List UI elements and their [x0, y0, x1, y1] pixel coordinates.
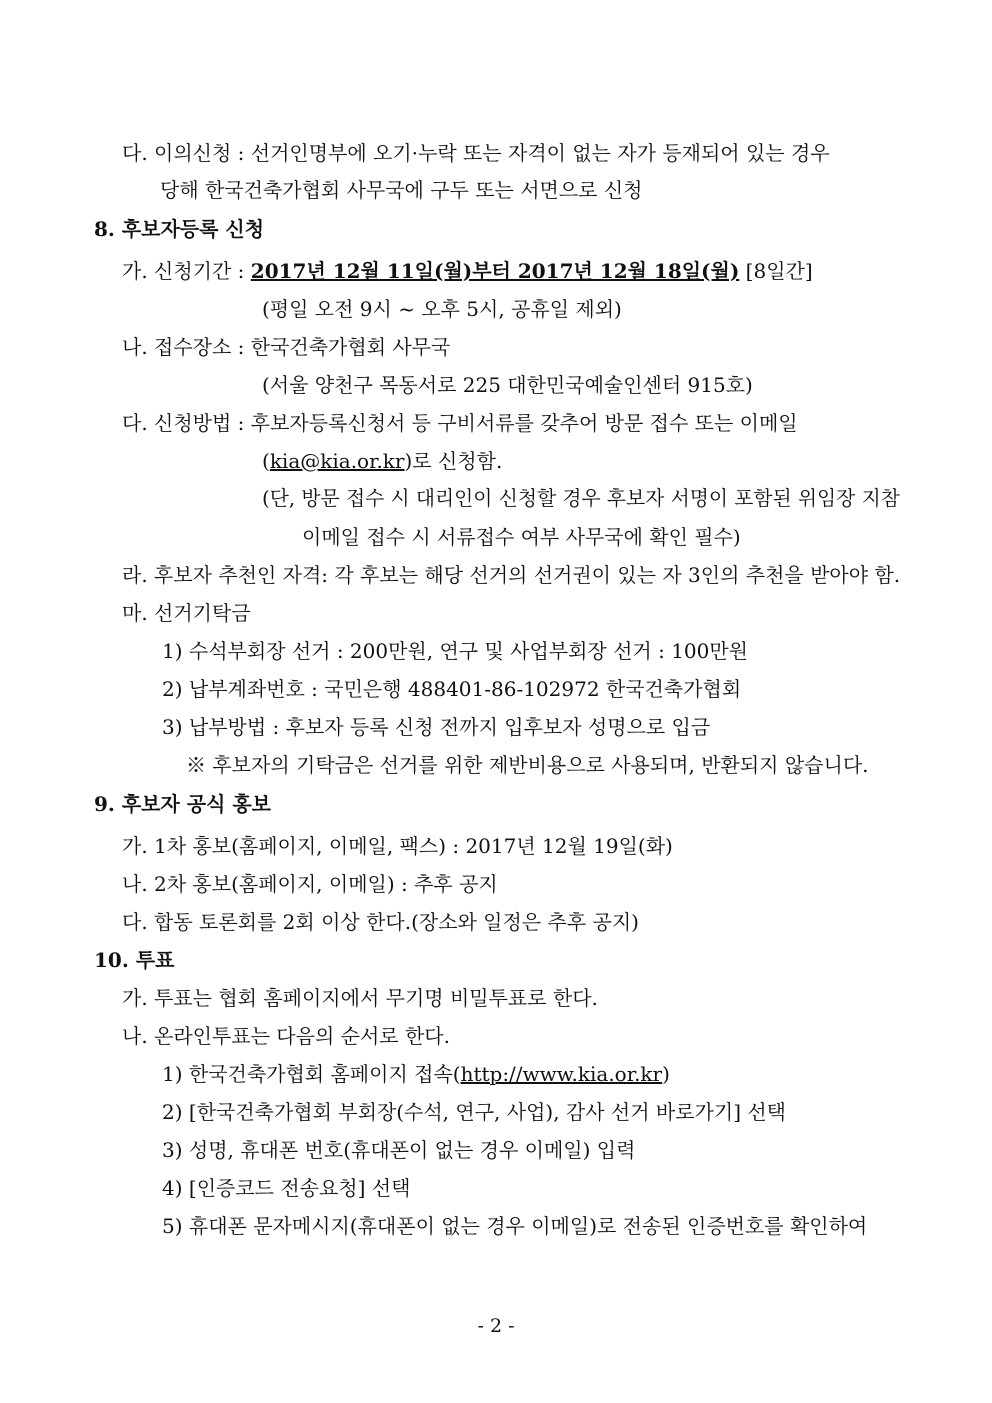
reception-place: 나. 접수장소 : 한국건축가협회 사무국 [122, 335, 451, 359]
email-line-suffix: )로 신청함. [404, 449, 503, 473]
section-9-heading: 9. 후보자 공식 홍보 [94, 792, 272, 816]
application-period [122, 258, 813, 284]
online-vote-order: 나. 온라인투표는 다음의 순서로 한다. [122, 1024, 450, 1048]
objection-line: 다. 이의신청 : 선거인명부에 오기·누락 또는 자격이 없는 자가 등재되어 있는 경우 [122, 141, 830, 165]
section-8-heading: 8. 후보자등록 신청 [94, 217, 265, 241]
vote-step-1-close: ) [662, 1062, 670, 1086]
application-period-days: [8일간] [739, 259, 813, 283]
deposit-heading: 마. 선거기탁금 [122, 601, 251, 625]
vote-step-3: 3) 성명, 휴대폰 번호(휴대폰이 없는 경우 이메일) 입력 [162, 1138, 636, 1162]
page-number: - 2 - [477, 1315, 515, 1337]
application-method: 다. 신청방법 : 후보자등록신청서 등 구비서류를 갖추어 방문 접수 또는 이메일 [122, 411, 798, 435]
email-link[interactable]: kia@kia.or.kr [269, 449, 405, 473]
promo-second: 나. 2차 홍보(홈페이지, 이메일) : 추후 공지 [122, 872, 498, 896]
vote-step-2: 2) [한국건축가협회 부회장(수석, 연구, 사업), 감사 선거 바로가기] 선택 [162, 1100, 786, 1124]
proxy-note-cont: 이메일 접수 시 서류접수 여부 사무국에 확인 필수) [302, 525, 741, 549]
deposit-note: ※ 후보자의 기탁금은 선거를 위한 제반비용으로 사용되며, 반환되지 않습니다. [186, 753, 869, 777]
proxy-note: (단, 방문 접수 시 대리인이 신청할 경우 후보자 서명이 포함된 위임장 지참 [262, 487, 900, 510]
application-email-line [262, 448, 502, 474]
vote-step-5: 5) 휴대폰 문자메시지(휴대폰이 없는 경우 이메일)로 전송된 인증번호를 확인하여 [162, 1214, 868, 1238]
vote-step-4: 4) [인증코드 전송요청] 선택 [162, 1176, 411, 1200]
reception-address: (서울 양천구 목동서로 225 대한민국예술인센터 915호) [262, 373, 753, 397]
objection-line-cont: 당해 한국건축가협회 사무국에 구두 또는 서면으로 신청 [160, 178, 643, 202]
application-hours: (평일 오전 9시 ~ 오후 5시, 공휴일 제외) [262, 297, 622, 321]
homepage-link[interactable]: http://www.kia.or.kr [460, 1062, 663, 1086]
deposit-amount: 1) 수석부회장 선거 : 200만원, 연구 및 사업부회장 선거 : 100만원 [162, 639, 749, 663]
deposit-method: 3) 납부방법 : 후보자 등록 신청 전까지 입후보자 성명으로 입금 [162, 715, 711, 739]
vote-step-1 [162, 1061, 670, 1087]
section-10-heading: 10. 투표 [94, 948, 175, 972]
recommender-qualification: 라. 후보자 추천인 자격: 각 후보는 해당 선거의 선거권이 있는 자 3인의 추천을 받아야 함. [122, 563, 901, 587]
promo-first: 가. 1차 홍보(홈페이지, 이메일, 팩스) : 2017년 12월 19일(화) [122, 834, 673, 858]
vote-step-1-text: 1) 한국건축가협회 홈페이지 접속( [162, 1062, 461, 1086]
promo-debate: 다. 합동 토론회를 2회 이상 한다.(장소와 일정은 추후 공지) [122, 910, 639, 934]
deposit-account: 2) 납부계좌번호 : 국민은행 488401-86-102972 한국건축가협회 [162, 677, 742, 701]
email-paren-open: ( [262, 449, 270, 473]
application-period-dates: 2017년 12월 11일(월)부터 2017년 12월 18일(월) [250, 259, 740, 283]
vote-method: 가. 투표는 협회 홈페이지에서 무기명 비밀투표로 한다. [122, 986, 598, 1010]
application-period-label: 가. 신청기간 : [122, 259, 251, 283]
